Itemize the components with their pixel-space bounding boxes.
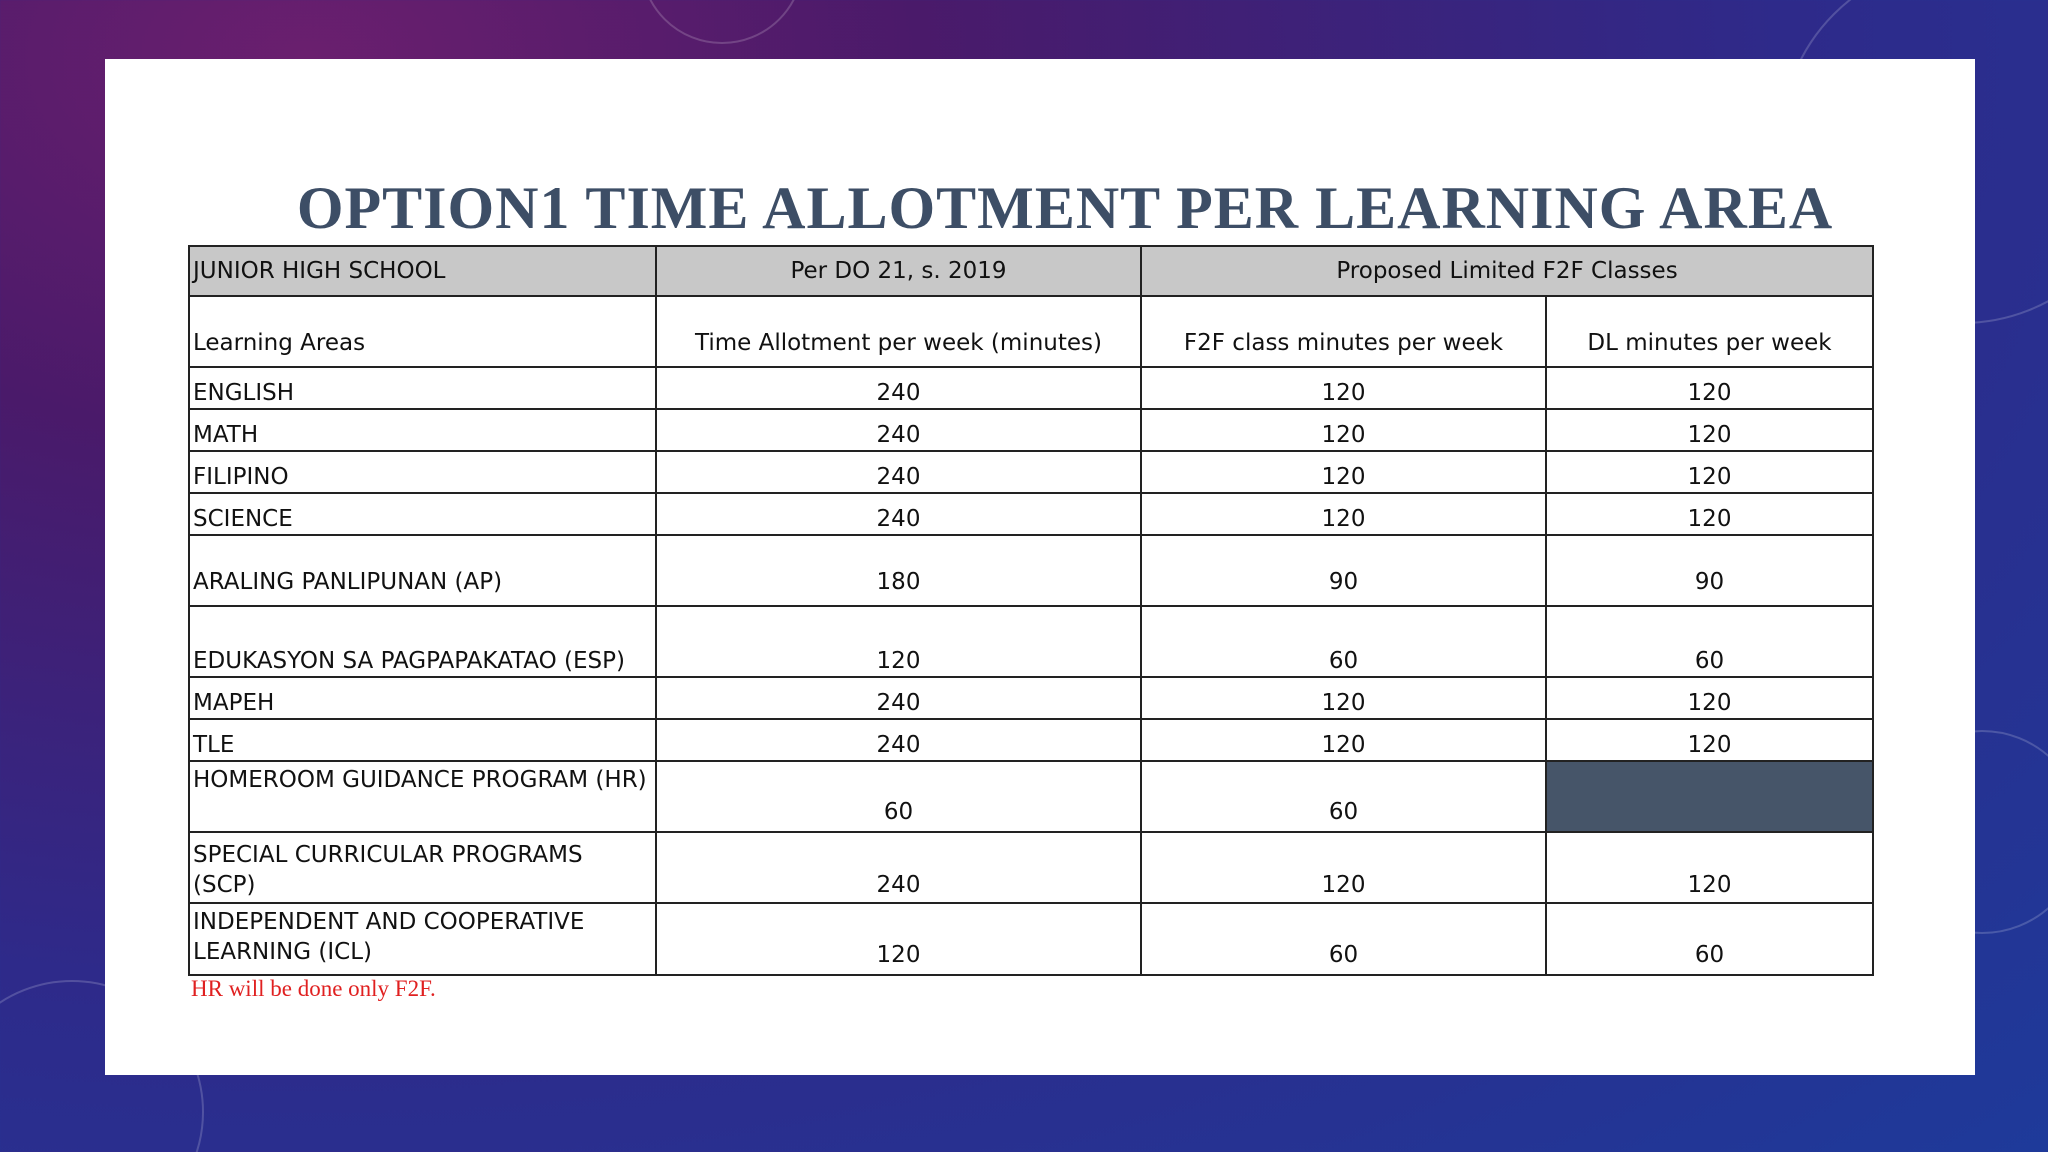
dl-cell: 120	[1546, 719, 1873, 761]
learning-area-cell: INDEPENDENT AND COOPERATIVE LEARNING (ICL)	[189, 903, 656, 975]
allotment-cell: 240	[656, 719, 1141, 761]
dl-cell: 120	[1546, 677, 1873, 719]
learning-area-cell: MAPEH	[189, 677, 656, 719]
allotment-cell: 120	[656, 903, 1141, 975]
column-header-learning-areas: Learning Areas	[189, 296, 656, 367]
table-row	[189, 677, 1873, 719]
background-ring	[640, 0, 804, 44]
learning-area-cell: HOMEROOM GUIDANCE PROGRAM (HR)	[189, 761, 656, 832]
column-header-row	[189, 296, 1873, 367]
table-row	[189, 761, 1873, 832]
dl-cell: 120	[1546, 493, 1873, 535]
allotment-cell: 120	[656, 606, 1141, 677]
learning-area-cell: EDUKASYON SA PAGPAPAKATAO (ESP)	[189, 606, 656, 677]
dl-cell: 120	[1546, 367, 1873, 409]
dl-cell: 60	[1546, 903, 1873, 975]
table-row	[189, 451, 1873, 493]
slide	[105, 59, 1975, 1075]
table-row	[189, 903, 1873, 975]
slide-title: OPTION1 TIME ALLOTMENT PER LEARNING AREA	[296, 175, 1834, 241]
allotment-cell: 240	[656, 493, 1141, 535]
dl-cell: 60	[1546, 606, 1873, 677]
dl-cell: 120	[1546, 409, 1873, 451]
f2f-cell: 90	[1141, 535, 1546, 606]
learning-area-cell: SPECIAL CURRICULAR PROGRAMS (SCP)	[189, 832, 656, 903]
f2f-cell: 120	[1141, 832, 1546, 903]
allotment-cell: 240	[656, 451, 1141, 493]
header-proposed-f2f: Proposed Limited F2F Classes	[1141, 246, 1873, 296]
column-header-time-allotment: Time Allotment per week (minutes)	[656, 296, 1141, 367]
f2f-cell: 120	[1141, 719, 1546, 761]
dl-cell: 120	[1546, 451, 1873, 493]
learning-area-cell: ARALING PANLIPUNAN (AP)	[189, 535, 656, 606]
f2f-cell: 120	[1141, 367, 1546, 409]
table-row	[189, 535, 1873, 606]
footnote: HR will be done only F2F.	[191, 976, 436, 1001]
table-row	[189, 493, 1873, 535]
table-row	[189, 719, 1873, 761]
f2f-cell: 60	[1141, 606, 1546, 677]
time-allotment-table	[188, 245, 1874, 976]
f2f-cell: 120	[1141, 677, 1546, 719]
allotment-cell: 240	[656, 367, 1141, 409]
dl-cell: 120	[1546, 832, 1873, 903]
allotment-cell: 60	[656, 761, 1141, 832]
allotment-cell: 240	[656, 832, 1141, 903]
dl-cell-shaded	[1546, 761, 1873, 832]
column-header-dl-minutes: DL minutes per week	[1546, 296, 1873, 367]
learning-area-cell: ENGLISH	[189, 367, 656, 409]
f2f-cell: 120	[1141, 493, 1546, 535]
learning-area-cell: TLE	[189, 719, 656, 761]
table-row	[189, 409, 1873, 451]
f2f-cell: 60	[1141, 903, 1546, 975]
learning-area-cell: SCIENCE	[189, 493, 656, 535]
allotment-cell: 240	[656, 409, 1141, 451]
allotment-cell: 180	[656, 535, 1141, 606]
table-row	[189, 832, 1873, 903]
group-header-row	[189, 246, 1873, 296]
table-row	[189, 367, 1873, 409]
learning-area-cell: MATH	[189, 409, 656, 451]
table-row	[189, 606, 1873, 677]
f2f-cell: 120	[1141, 409, 1546, 451]
header-per-do-21: Per DO 21, s. 2019	[656, 246, 1141, 296]
dl-cell: 90	[1546, 535, 1873, 606]
header-junior-high-school: JUNIOR HIGH SCHOOL	[189, 246, 656, 296]
f2f-cell: 60	[1141, 761, 1546, 832]
column-header-f2f-minutes: F2F class minutes per week	[1141, 296, 1546, 367]
learning-area-cell: FILIPINO	[189, 451, 656, 493]
f2f-cell: 120	[1141, 451, 1546, 493]
allotment-cell: 240	[656, 677, 1141, 719]
